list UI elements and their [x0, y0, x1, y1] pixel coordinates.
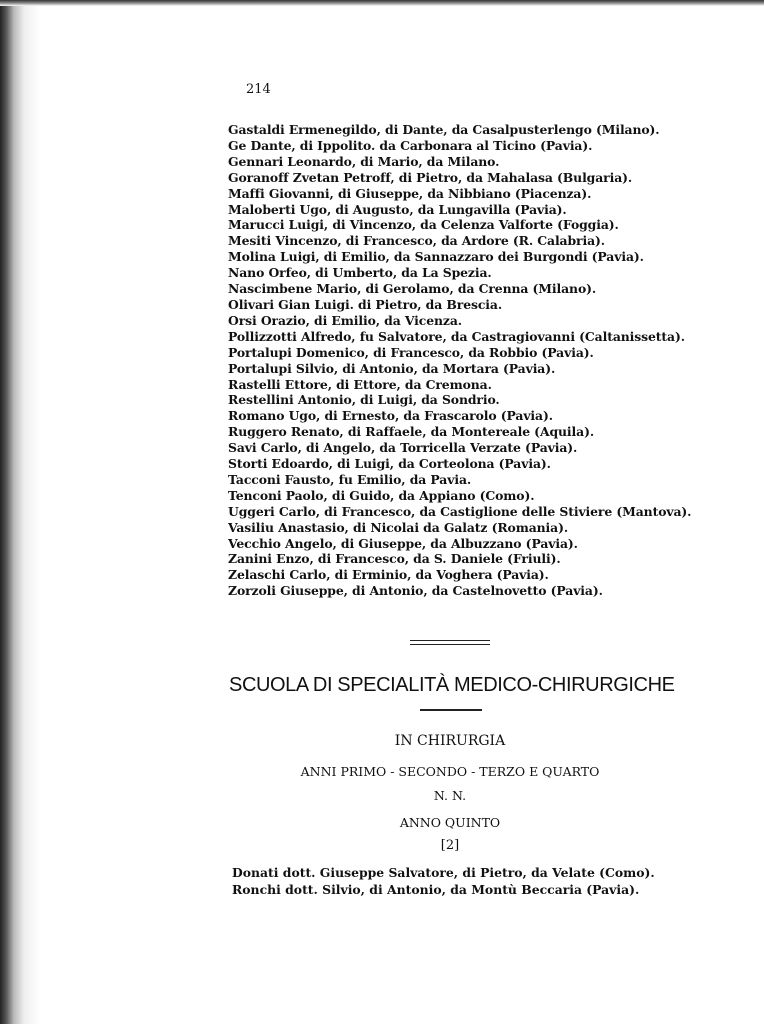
list-item: Rastelli Ettore, di Ettore, da Cremona.: [228, 376, 492, 392]
list-item: Ronchi dott. Silvio, di Antonio, da Montù Beccaria (Pavia).: [232, 882, 640, 897]
list-item: Ruggero Renato, di Raffaele, da Montereale (Aquila).: [228, 424, 595, 440]
list-item: Maloberti Ugo, di Augusto, da Lungavilla (Pavia).: [228, 201, 567, 217]
list-item: Vecchio Angelo, di Giuseppe, da Albuzzano (Pavia).: [228, 535, 578, 551]
list-item: Gastaldi Ermenegildo, di Dante, da Casalpusterlengo (Milano).: [228, 122, 660, 137]
title-underline: [420, 709, 482, 711]
list-item: Donati dott. Giuseppe Salvatore, di Pietro, da Velate (Como).: [232, 865, 655, 880]
section-title: SCUOLA DI SPECIALITÀ MEDICO-CHIRURGICHE: [229, 674, 675, 696]
list-item: Maffi Giovanni, di Giuseppe, da Nibbiano (Piacenza).: [228, 185, 592, 201]
page-number: 214: [246, 82, 271, 97]
list-item: Pollizzotti Alfredo, fu Salvatore, da Castragiovanni (Caltanissetta).: [228, 328, 685, 344]
list-item: Uggeri Carlo, di Francesco, da Castiglione delle Stiviere (Mantova).: [228, 503, 692, 519]
list-item: Zelaschi Carlo, di Erminio, da Voghera (Pavia).: [228, 567, 549, 583]
years-value: N. N.: [433, 788, 467, 803]
list-item: Restellini Antonio, di Luigi, da Sondrio.: [228, 392, 500, 408]
student-list: [228, 122, 691, 599]
subtitle: IN CHIRURGIA: [394, 733, 506, 749]
list-item: Orsi Orazio, di Emilio, da Vicenza.: [228, 312, 462, 328]
list-item: Nano Orfeo, di Umberto, da La Spezia.: [228, 265, 492, 281]
list-item: Olivari Gian Luigi. di Pietro, da Brescia.: [228, 296, 503, 312]
list-item: Portalupi Domenico, di Francesco, da Robbio (Pavia).: [228, 344, 594, 360]
divider: [410, 640, 490, 641]
list-item: Molina Luigi, di Emilio, da Sannazzaro dei Burgondi (Pavia).: [228, 249, 644, 265]
fifth-year-label: ANNO QUINTO: [399, 815, 501, 830]
list-item: Storti Edoardo, di Luigi, da Corteolona (Pavia).: [228, 456, 551, 472]
list-item: Tenconi Paolo, di Guido, da Appiano (Como).: [228, 487, 535, 503]
list-item: Savi Carlo, di Angelo, da Torricella Verzate (Pavia).: [228, 440, 578, 456]
list-item: Marucci Luigi, di Vincenzo, da Celenza Valforte (Foggia).: [228, 217, 619, 233]
list-item: Romano Ugo, di Ernesto, da Frascarolo (Pavia).: [228, 408, 553, 424]
list-item: Zanini Enzo, di Francesco, da S. Daniele (Friuli).: [228, 551, 561, 567]
list-item: Tacconi Fausto, fu Emilio, da Pavia.: [228, 471, 472, 487]
list-item: Nascimbene Mario, di Gerolamo, da Crenna (Milano).: [228, 281, 597, 297]
list-item: Ge Dante, di Ippolito. da Carbonara al Ticino (Pavia).: [228, 137, 593, 153]
years-label: ANNI PRIMO - SECONDO - TERZO E QUARTO: [300, 764, 600, 779]
list-item: Mesiti Vincenzo, di Francesco, da Ardore (R. Calabria).: [228, 233, 605, 249]
scan-top-edge: [0, 0, 764, 6]
fifth-year-students: [232, 864, 655, 898]
list-item: Goranoff Zvetan Petroff, di Pietro, da Mahalasa (Bulgaria).: [228, 169, 633, 185]
list-item: Vasiliu Anastasio, di Nicolai da Galatz (Romania).: [228, 519, 569, 535]
divider: [410, 644, 490, 645]
book-binding-shadow: [0, 0, 40, 1024]
list-item: Zorzoli Giuseppe, di Antonio, da Castelnovetto (Pavia).: [228, 583, 603, 599]
fifth-year-count: [2]: [440, 838, 460, 853]
list-item: Gennari Leonardo, di Mario, da Milano.: [228, 153, 500, 169]
list-item: Portalupi Silvio, di Antonio, da Mortara (Pavia).: [228, 360, 556, 376]
